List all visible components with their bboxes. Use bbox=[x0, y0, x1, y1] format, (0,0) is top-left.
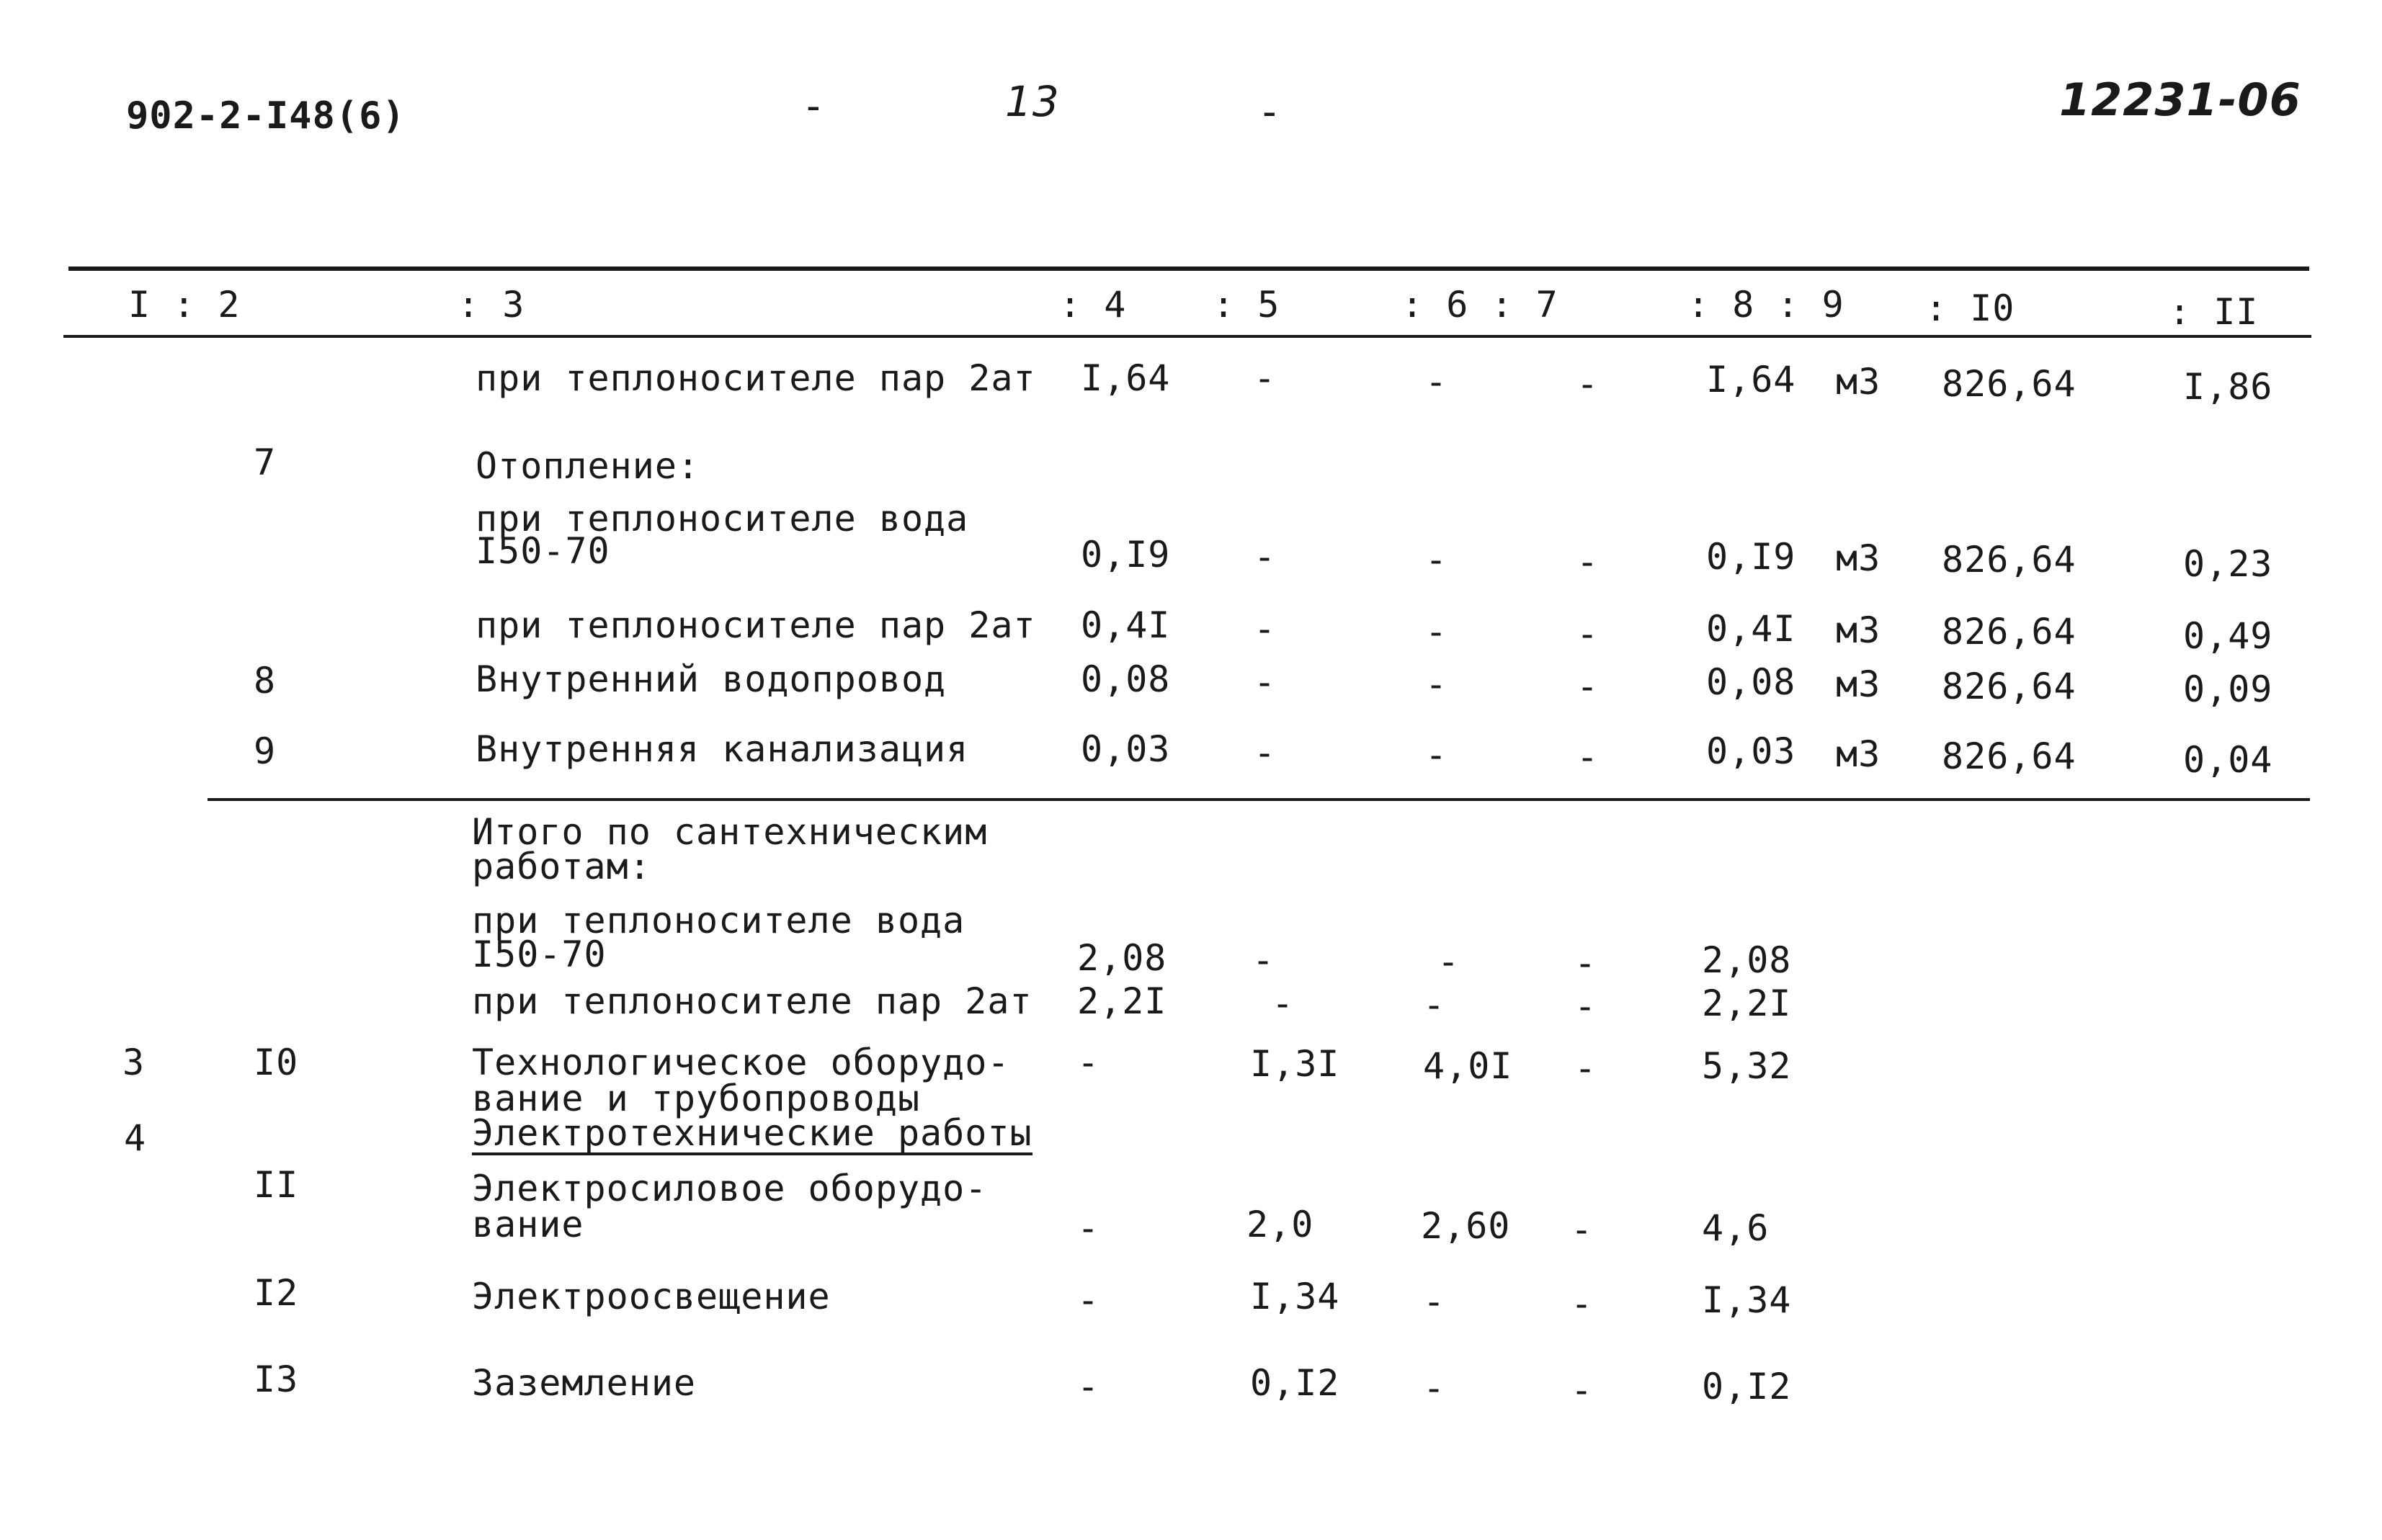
cell-col5: - bbox=[1254, 536, 1277, 578]
cell-unit: м3 bbox=[1836, 361, 1881, 403]
cell-col6: - bbox=[1425, 539, 1448, 581]
cell-name-line1: Итого по сантехническим bbox=[472, 811, 988, 853]
cell-col7: - bbox=[1574, 985, 1597, 1027]
cell-col8: I,64 bbox=[1706, 359, 1796, 400]
column-header-5: : 5 bbox=[1213, 284, 1280, 326]
cell-name-line1: при теплоносителе вода bbox=[472, 900, 965, 941]
cell-col8: 5,32 bbox=[1702, 1045, 1792, 1087]
cell-item-number: 9 bbox=[254, 730, 277, 772]
cell-col5: 2,0 bbox=[1246, 1204, 1314, 1245]
cell-col10: 826,64 bbox=[1942, 539, 2077, 581]
cell-col11: 0,09 bbox=[2183, 668, 2273, 710]
cell-col6: - bbox=[1423, 984, 1446, 1026]
column-header-1-2: I : 2 bbox=[128, 284, 241, 326]
cell-col8: 0,08 bbox=[1706, 661, 1796, 703]
cell-name: при теплоносителе пар 2ат bbox=[476, 357, 1036, 399]
cell-col7: - bbox=[1576, 613, 1600, 655]
cell-section-number: 4 bbox=[124, 1117, 147, 1159]
column-header-8-9: : 8 : 9 bbox=[1687, 284, 1845, 326]
cell-col7: - bbox=[1576, 363, 1600, 405]
cell-name: при теплоносителе пар 2ат bbox=[472, 980, 1032, 1022]
subtotal-rule bbox=[208, 798, 2310, 801]
cell-col11: 0,04 bbox=[2183, 739, 2273, 781]
cell-name: Внутренний водопровод bbox=[476, 658, 947, 700]
cell-col5: - bbox=[1272, 982, 1295, 1024]
column-header-3: : 3 bbox=[458, 284, 525, 326]
cell-col4: 2,2I bbox=[1077, 980, 1167, 1022]
cell-name: Электроосвещение bbox=[472, 1276, 831, 1317]
cell-col4: 0,08 bbox=[1081, 658, 1171, 700]
cell-col10: 826,64 bbox=[1942, 611, 2077, 653]
cell-col7: - bbox=[1574, 1047, 1597, 1089]
cell-col4: I,64 bbox=[1081, 357, 1171, 399]
cell-name-line2: вание bbox=[472, 1204, 584, 1245]
cell-col6: - bbox=[1425, 734, 1448, 776]
cell-col5: 0,I2 bbox=[1250, 1362, 1340, 1404]
cell-col6: 2,60 bbox=[1421, 1205, 1511, 1247]
cell-name-line1: Технологическое оборудо- bbox=[472, 1042, 1010, 1083]
cell-col4: - bbox=[1077, 1279, 1100, 1321]
cell-unit: м3 bbox=[1836, 663, 1881, 705]
cell-col10: 826,64 bbox=[1942, 666, 2077, 707]
cell-col4: 0,03 bbox=[1081, 728, 1171, 770]
header-dash-right: - bbox=[1257, 89, 1283, 135]
cell-col8: I,34 bbox=[1702, 1279, 1792, 1321]
cell-item-number: I0 bbox=[254, 1042, 299, 1083]
cell-col6: - bbox=[1437, 941, 1460, 982]
cell-col4: 0,I9 bbox=[1081, 534, 1171, 576]
cell-col10: 826,64 bbox=[1942, 735, 2077, 777]
cell-name: Внутренняя канализация bbox=[476, 728, 969, 770]
column-header-6-7: : 6 : 7 bbox=[1401, 284, 1558, 326]
cell-item-number: I3 bbox=[254, 1358, 299, 1400]
cell-col4: - bbox=[1077, 1042, 1100, 1083]
table-top-rule bbox=[68, 267, 2309, 271]
cell-col11: 0,23 bbox=[2183, 543, 2273, 585]
column-header-10: : I0 bbox=[1925, 287, 2015, 329]
cell-col6: - bbox=[1423, 1367, 1446, 1409]
cell-col7: - bbox=[1571, 1209, 1594, 1250]
cell-col5: - bbox=[1252, 939, 1275, 981]
cell-col7: - bbox=[1571, 1369, 1594, 1411]
cell-col11: I,86 bbox=[2183, 366, 2273, 408]
section-heading: Электротехнические работы bbox=[472, 1112, 1032, 1154]
cell-col5: I,34 bbox=[1250, 1276, 1340, 1317]
cell-col8: 0,03 bbox=[1706, 730, 1796, 772]
page-number: 13 bbox=[1005, 77, 1060, 126]
cell-name: Заземление bbox=[472, 1362, 697, 1404]
cell-unit: м3 bbox=[1836, 733, 1881, 775]
cell-col8: 0,I2 bbox=[1702, 1366, 1792, 1407]
cell-col5: - bbox=[1254, 732, 1277, 774]
cell-name-line2: работам: bbox=[472, 846, 651, 887]
cell-col7: - bbox=[1576, 666, 1600, 707]
cell-col6: - bbox=[1425, 611, 1448, 653]
cell-col8: 0,4I bbox=[1706, 608, 1796, 650]
cell-col6: - bbox=[1425, 663, 1448, 705]
cell-col4: - bbox=[1077, 1207, 1100, 1249]
header-dash-left: - bbox=[801, 83, 826, 130]
cell-col8: 2,2I bbox=[1702, 982, 1792, 1024]
column-header-4: : 4 bbox=[1059, 284, 1127, 326]
cell-col6: - bbox=[1425, 361, 1448, 403]
column-header-11: : II bbox=[2169, 291, 2259, 333]
table-header-bottom-rule bbox=[63, 335, 2311, 338]
cell-col4: - bbox=[1077, 1366, 1100, 1407]
cell-item-number: II bbox=[254, 1164, 299, 1206]
cell-name: Отопление: bbox=[476, 445, 700, 487]
cell-col4: 0,4I bbox=[1081, 604, 1171, 646]
cell-unit: м3 bbox=[1836, 609, 1881, 651]
cell-item-number: 8 bbox=[254, 660, 277, 702]
cell-col7: - bbox=[1571, 1283, 1594, 1325]
cell-col5: - bbox=[1254, 357, 1277, 399]
registration-number: 12231-06 bbox=[2059, 73, 2301, 126]
cell-item-number: I2 bbox=[254, 1272, 299, 1314]
document-code: 902-2-I48(6) bbox=[126, 94, 406, 138]
cell-col8: 0,I9 bbox=[1706, 536, 1796, 578]
cell-col7: - bbox=[1574, 942, 1597, 984]
cell-col7: - bbox=[1576, 736, 1600, 778]
cell-name-line1: при теплоносителе вода bbox=[476, 498, 969, 540]
cell-col11: 0,49 bbox=[2183, 615, 2273, 657]
cell-col5: - bbox=[1254, 608, 1277, 650]
cell-unit: м3 bbox=[1836, 537, 1881, 579]
cell-col10: 826,64 bbox=[1942, 363, 2077, 405]
cell-name: при теплоносителе пар 2ат bbox=[476, 604, 1036, 646]
cell-item-number: 7 bbox=[254, 442, 277, 483]
cell-col5: - bbox=[1254, 661, 1277, 703]
cell-col6: 4,0I bbox=[1423, 1045, 1513, 1087]
cell-col5: I,3I bbox=[1250, 1043, 1340, 1085]
cell-col7: - bbox=[1576, 541, 1600, 583]
cell-section-number: 3 bbox=[122, 1042, 146, 1083]
cell-col8: 2,08 bbox=[1702, 939, 1792, 981]
cell-name-line1: Электросиловое оборудо- bbox=[472, 1168, 988, 1209]
cell-name-line2: вание и трубопроводы bbox=[472, 1078, 921, 1119]
cell-col4: 2,08 bbox=[1077, 937, 1167, 979]
cell-name-line2: I50-70 bbox=[476, 530, 610, 572]
cell-col8: 4,6 bbox=[1702, 1207, 1770, 1249]
cell-name-line2: I50-70 bbox=[472, 934, 607, 975]
cell-col6: - bbox=[1423, 1281, 1446, 1322]
